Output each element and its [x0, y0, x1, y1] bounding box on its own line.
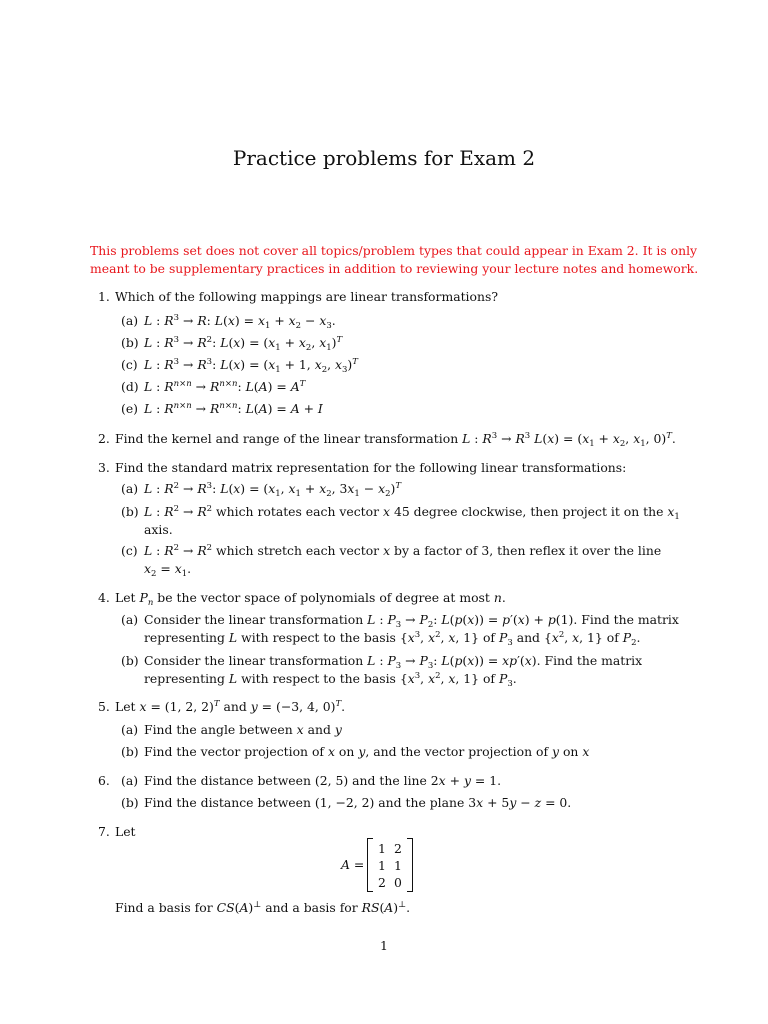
- problem-7-number: 7.: [98, 824, 110, 839]
- problem-5b-on1: on: [338, 744, 355, 759]
- problem-3b-line2: axis.: [144, 522, 173, 537]
- problem-2-text: Find the kernel and range of the linear transformation: [115, 431, 459, 446]
- problem-6a-label: (a): [121, 773, 139, 788]
- problem-6a-text: Find the distance between (2, 5) and the line: [144, 773, 427, 788]
- matrix-entry: 1: [378, 857, 386, 873]
- problem-7-find-line: Find a basis for CS(A)⊥ and a basis for RS(A)⊥.: [115, 900, 411, 915]
- matrix-entry: 1: [394, 857, 402, 873]
- problem-5b-text1: Find the vector projection of: [144, 744, 325, 759]
- problem-3-text: Find the standard matrix representation for the following linear transformations:: [115, 460, 627, 475]
- problem-3c-line1: L : $R^2 \to R^2$ which stretch each vector x by a factor of 3, then reflex it over the line: [144, 543, 662, 558]
- problem-5-text1: Let: [115, 699, 136, 714]
- matrix-right-bracket: [407, 838, 413, 892]
- problem-1-text: Which of the following mappings are linear transformations?: [115, 289, 498, 304]
- problem-2-number: 2.: [98, 431, 110, 446]
- problem-6b-label: (b): [121, 795, 139, 810]
- problem-4b-of: of: [482, 671, 496, 686]
- problem-4a-text3: representing: [144, 630, 225, 645]
- problem-6-number: 6.: [98, 773, 110, 788]
- problem-3-number: 3.: [98, 460, 110, 475]
- problem-4b-text2: Find the matrix: [544, 653, 643, 668]
- problem-1d-label: (d): [121, 379, 139, 394]
- matrix-entry: 2: [378, 874, 386, 890]
- problem-5a-text: Find the angle between: [144, 722, 293, 737]
- problem-4b-label: (b): [121, 653, 139, 668]
- problem-1e-label: (e): [121, 401, 139, 416]
- problem-4-text2: be the vector space of polynomials of degree at most: [157, 590, 490, 605]
- page-number: 1: [380, 938, 388, 953]
- problem-3a-label: (a): [121, 481, 139, 496]
- problem-6b-line: Find the distance between (1, −2, 2) and the plane 3x + 5y − z = 0.: [144, 795, 572, 810]
- note-line-2: meant to be supplementary practices in addition to reviewing your lecture notes and homework.: [90, 261, 699, 276]
- matrix-name: A =: [341, 857, 365, 872]
- problem-4b-text1: Consider the linear transformation: [144, 653, 364, 668]
- note-line-1: This problems set does not cover all topics/problem types that could appear in Exam 2. It is only: [90, 243, 698, 258]
- matrix-entries: [373, 840, 407, 891]
- problem-4a-line1: Consider the linear transformation L : $P_3 \to P_2$: L(p(x)) = p′(x) + p(1). Find the matrix: [144, 612, 679, 630]
- problem-3b-label: (b): [121, 504, 139, 519]
- problem-3a-math: L : $R^2 \to R^3$: $L(x) = (x_1$, $x_1 + x_2$, $3x_1 - x_2)^T$: [144, 481, 402, 499]
- problem-1b-label: (b): [121, 335, 139, 350]
- problem-3c-text1: which stretch each vector: [216, 543, 380, 558]
- problem-5a-label: (a): [121, 722, 139, 737]
- problem-3c-text2: by a factor of 3, then reflex it over the line: [394, 543, 662, 558]
- problem-4-text1: Let: [115, 590, 136, 605]
- problem-4b-text3: representing: [144, 671, 225, 686]
- problem-6b-text: Find the distance between (1, −2, 2) and the plane: [144, 795, 465, 810]
- matrix-entry: 2: [394, 840, 402, 856]
- problem-6a-line: Find the distance between (2, 5) and the line 2x + y = 1.: [144, 773, 502, 788]
- problem-1a-label: (a): [121, 313, 139, 328]
- problem-2-line: Find the kernel and range of the linear transformation L : $R^3 \to R^3$ $L(x) = (x_1 + x_2$, $x_1$, 0)$^T$.: [115, 431, 676, 449]
- problem-5-number: 5.: [98, 699, 110, 714]
- problem-1c-label: (c): [121, 357, 138, 372]
- problem-1b-math: L : $R^3 \to R^2$: $L(x) = (x_1 + x_2$, $x_1)^T$: [144, 335, 343, 353]
- problem-4a-line2: representing L with respect to the basis {$x^3$, $x^2$, x, 1} of $P_3$ and {$x^2$, x, 1} of $P_2$.: [144, 630, 641, 648]
- problem-3c-label: (c): [121, 543, 138, 558]
- problem-4a-label: (a): [121, 612, 139, 627]
- problem-7-text: Let: [115, 824, 136, 839]
- problem-7-find2: and a basis for: [265, 900, 358, 915]
- problem-4a-of1: of: [482, 630, 496, 645]
- problem-3b-text1: which rotates each vector: [216, 504, 380, 519]
- problem-3b-text2: 45 degree clockwise, then project it on the: [393, 504, 664, 519]
- matrix-entry: 1: [378, 840, 386, 856]
- problem-5b-on2: on: [562, 744, 579, 759]
- problem-5b-text3: , and the vector projection of: [365, 744, 549, 759]
- problem-4a-of2: of: [606, 630, 619, 645]
- problem-5-text2: and: [223, 699, 247, 714]
- disclaimer-note: [90, 242, 699, 278]
- problem-5b-label: (b): [121, 744, 139, 759]
- problem-1c-math: L : $R^3 \to R^3$: $L(x) = (x_1 + 1$, $x_2$, $x_3)^T$: [144, 357, 358, 375]
- problem-4a-text1: Consider the linear transformation: [144, 612, 364, 627]
- problem-5a-line: Find the angle between x and y: [144, 722, 342, 737]
- problem-4-line: Let $P_n$ be the vector space of polynomials of degree at most n.: [115, 590, 506, 608]
- problem-5a-and: and: [307, 722, 331, 737]
- problem-1e-math: L : $R^{n\times n} \to R^{n\times n}$: L(A) = A + I: [144, 401, 323, 416]
- problem-4b-line1: Consider the linear transformation L : $P_3 \to P_3$: L(p(x)) = xp′(x). Find the matrix: [144, 653, 643, 671]
- problem-7-find1: Find a basis for: [115, 900, 213, 915]
- problem-4b-text4: with respect to the basis: [241, 671, 396, 686]
- problem-4a-text2: Find the matrix: [581, 612, 679, 627]
- problem-1d-math: L : $R^{n\times n} \to R^{n\times n}$: $L(A) = A^T$: [144, 379, 306, 394]
- problem-5-line: Let x = (1, 2, 2)$^T$ and y = (−3, 4, 0)$^T$.: [115, 699, 346, 714]
- problem-1-number: 1.: [98, 289, 110, 304]
- matrix-entry: 0: [394, 874, 402, 890]
- problem-5b-line: Find the vector projection of x on y, and the vector projection of y on x: [144, 744, 590, 759]
- document-title: Practice problems for Exam 2: [232, 146, 536, 170]
- problem-1a-math: L : $R^3 \to R$: $L(x) = x_1 + x_2 - x_3$.: [144, 313, 336, 331]
- problem-4-number: 4.: [98, 590, 110, 605]
- problem-3b-line1: L : $R^2 \to R^2$ which rotates each vector x 45 degree clockwise, then project it on the $x_1$: [144, 504, 680, 522]
- problem-3c-line2: $x_2 = x_1$.: [144, 561, 192, 579]
- matrix-a: [367, 837, 413, 893]
- problem-4b-line2: representing L with respect to the basis {$x^3$, $x^2$, x, 1} of $P_3$.: [144, 671, 517, 689]
- problem-4a-and: and: [516, 630, 540, 645]
- problem-4a-text4: with respect to the basis: [241, 630, 396, 645]
